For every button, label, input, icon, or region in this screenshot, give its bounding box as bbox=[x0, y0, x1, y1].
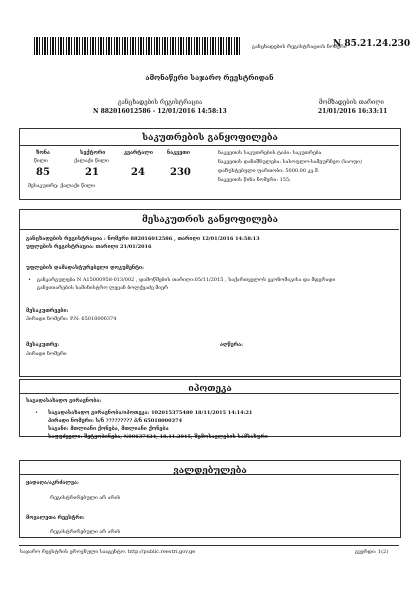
right-label: აღწერა: bbox=[220, 342, 243, 348]
basis-text-2: განვითარების სამინისტრო ლევან ბოლქვაძე მიერ bbox=[37, 285, 169, 291]
value-sector: 21 bbox=[85, 167, 99, 178]
col-zone: ზონა bbox=[36, 150, 50, 156]
bullet: • bbox=[35, 410, 38, 416]
share-value: პირადი ნომერი bbox=[26, 351, 67, 357]
sub-zone: წილი bbox=[34, 158, 48, 164]
owner-label: მესაკუთრე: ქალაქი წილი bbox=[28, 183, 96, 189]
footer-left: საჯარო რეესტრის ეროვნული სააგენტო. http://public.reestri.gov.ge bbox=[20, 549, 196, 555]
app-id-value: N 85.21.24.230 bbox=[333, 39, 411, 49]
divider bbox=[19, 393, 399, 394]
divider bbox=[19, 474, 399, 475]
divider bbox=[19, 229, 399, 230]
parcel-desc-1: ნაკვეთის საკუთრების ტიპი: საკუთრება bbox=[218, 150, 322, 156]
col-sector: სექტორი bbox=[80, 150, 106, 156]
ownership-title: მესაკუთრის განყოფილება bbox=[142, 215, 278, 225]
sub-sector: ქალაქი წილი bbox=[74, 158, 109, 164]
ownership-date-line: უფლების რეგისტრაცია: თარიღი 21/01/2016 bbox=[26, 244, 152, 250]
bullet: • bbox=[28, 277, 31, 283]
footer-divider bbox=[19, 545, 399, 546]
debt-value-1: რეგისტრირებული არ არის bbox=[50, 495, 121, 501]
col-block: კვარტალი bbox=[124, 150, 153, 156]
ownership-section bbox=[19, 209, 401, 377]
parcel-desc-2: ნაკვეთის დანიშნულება: სასოფლო-სამეურნეო (საოფი) bbox=[218, 159, 362, 165]
debt-label-1: ყადაღა/აკრძალვა: bbox=[26, 480, 79, 486]
mortgage-line-4: საფუძველი: შეტყობინება, N00637424, 18.11.2015, შემოსავლების სამსახური bbox=[48, 434, 268, 440]
debt-label-2: მოვალეთა რეესტრი: bbox=[26, 515, 85, 521]
reg-label: განცხადების რეგისტრაცია bbox=[118, 99, 203, 106]
prep-label: მომზადების თარიღი bbox=[319, 99, 384, 106]
app-id-label: განცხადების რეგისტრაციის ნომერი bbox=[252, 44, 347, 50]
basis-text-1: განკარგულება N A15000958-013/002 , დამოწმების თარიღი:05/11/2015 , საქართველოს ეკონომიკისა და მდგრადი bbox=[37, 277, 336, 283]
barcode bbox=[34, 37, 240, 55]
parcel-desc-3: დაზუსტებული ფართობი: 5000.00 კვ.მ. bbox=[218, 168, 320, 174]
share-label: მესაკუთრე: bbox=[26, 342, 60, 348]
parcel-desc-4: ნაკვეთის წინა ნომერი: 155; bbox=[218, 177, 291, 183]
footer-page-number: გვერდი: 1(2) bbox=[355, 549, 389, 555]
mortgage-line-2: პირადი ნომერი: ს/ნ ????????? პ/ნ 65018000374 bbox=[48, 418, 183, 424]
value-zone: 85 bbox=[36, 167, 50, 178]
value-block: 24 bbox=[131, 167, 145, 178]
debts-title: ვალდებულება bbox=[173, 466, 247, 476]
mortgage-title: იპოთეკა bbox=[188, 384, 232, 394]
property-title: საკუთრების განყოფილება bbox=[142, 133, 278, 143]
basis-label: უფლების დამადასტურებელი დოკუმენტი: bbox=[26, 265, 144, 271]
mortgage-line-1: საგადასახადო გირავნობა/იპოთეკა: 102015375480 18/11/2015 14:14:21 bbox=[48, 410, 253, 416]
reg-value: N 882016012586 - 12/01/2016 14:58:13 bbox=[93, 108, 227, 115]
owners-value: პირადი ნომერი: P.N: 65018000374 bbox=[26, 316, 117, 322]
debt-value-2: რეგისტრირებული არ არის bbox=[50, 529, 121, 535]
mortgage-line-3: საგანი: მთლიანი ქონება, მთლიანი ქონება bbox=[48, 426, 169, 432]
owners-label: მესაკუთრეები: bbox=[26, 308, 69, 314]
value-parcel: 230 bbox=[170, 167, 191, 178]
document-title: ამონაწერი საჯარო რეესტრიდან bbox=[145, 73, 274, 82]
ownership-reg-line: განცხადების რეგისტრაცია : ნომერი 882016012586 , თარიღი 12/01/2016 14:58:13 bbox=[26, 236, 260, 242]
col-parcel: ნაკვეთი bbox=[167, 150, 190, 156]
divider bbox=[19, 145, 399, 146]
mortgage-subject-label: საგადასახადო გირავნობა: bbox=[26, 398, 102, 404]
prep-value: 21/01/2016 16:33:11 bbox=[318, 108, 388, 115]
